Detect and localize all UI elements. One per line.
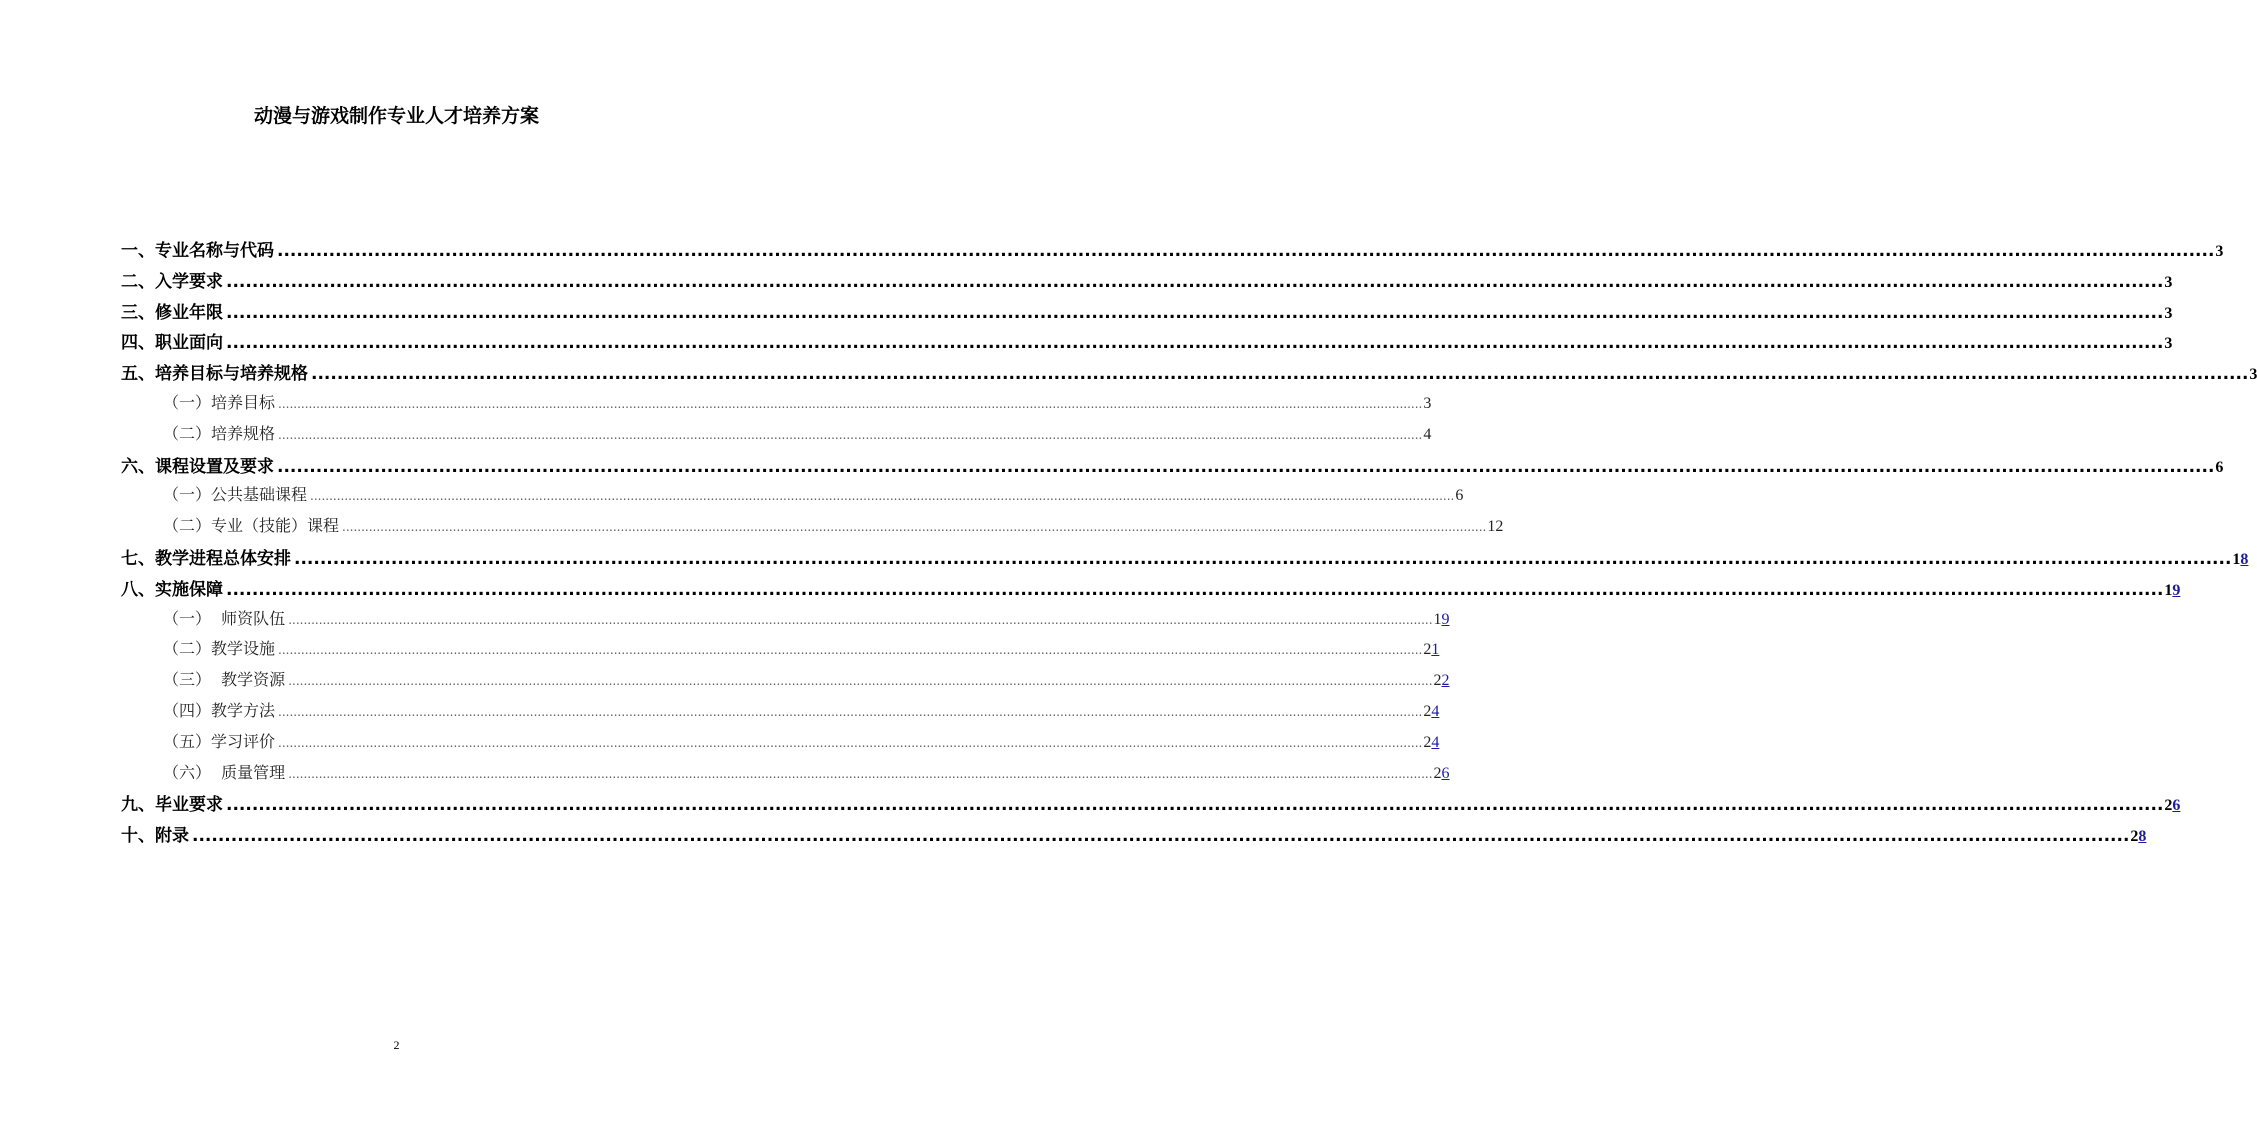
toc-page-digits: 3 [2249, 366, 2257, 384]
toc-page-number[interactable] [1434, 611, 1450, 629]
toc-entry-label: （一） 师资队伍 [163, 608, 286, 628]
toc-entry[interactable] [121, 328, 2173, 358]
toc-entry-label: 九、毕业要求 [121, 795, 223, 816]
toc-page-digits: 2 [2130, 828, 2139, 846]
toc-entry-label: （五）学习评价 [163, 731, 276, 751]
toc-subentry[interactable] [163, 760, 1450, 790]
toc-page-link-digit[interactable]: 4 [1431, 733, 1440, 751]
toc-page-number[interactable] [1434, 672, 1450, 690]
toc-page-number[interactable] [1423, 641, 1439, 659]
toc-entry[interactable] [121, 821, 2147, 851]
toc-page-number[interactable] [1455, 487, 1463, 505]
dot-leader: ............................................................................................................................................................................................................................................................................................................ [226, 579, 2164, 600]
toc-page-digits: 6 [2215, 458, 2224, 476]
toc-page-number[interactable] [1423, 395, 1431, 413]
dot-leader: ............................................................................................................................................................................................................................................................................................................ [310, 489, 1455, 504]
toc-entry-label: （三） 教学资源 [163, 670, 286, 690]
dot-leader: ............................................................................................................................................................................................................................................................................................................ [278, 427, 1423, 442]
toc-page-digits: 6 [1455, 487, 1464, 505]
toc-entry-label: （二）培养规格 [163, 423, 276, 443]
document-title: 动漫与游戏制作专业人才培养方案 [253, 105, 539, 127]
dot-leader: ............................................................................................................................................................................................................................................................................................................ [278, 397, 1423, 411]
dot-leader: ............................................................................................................................................................................................................................................................................................................ [192, 826, 2130, 847]
toc-page-digits: 2 [1423, 703, 1432, 720]
toc-page-number[interactable] [2164, 305, 2172, 323]
dot-leader: ............................................................................................................................................................................................................................................................................................................ [342, 520, 1487, 535]
dot-leader: ............................................................................................................................................................................................................................................................................................................ [226, 795, 2164, 816]
toc-page-number[interactable] [1423, 703, 1439, 721]
dot-leader: ............................................................................................................................................................................................................................................................................................................ [277, 241, 2215, 261]
dot-leader: ............................................................................................................................................................................................................................................................................................................ [277, 456, 2215, 477]
dot-leader: ............................................................................................................................................................................................................................................................................................................ [278, 643, 1423, 658]
toc-page-number[interactable] [2215, 243, 2223, 261]
toc-entry-label: 五、培养目标与培养规格 [121, 364, 308, 385]
toc-page-link-digit[interactable]: 6 [1441, 764, 1450, 782]
toc-entry-label: 三、修业年限 [121, 302, 223, 323]
toc-entry[interactable] [121, 452, 2224, 482]
dot-leader: ............................................................................................................................................................................................................................................................................................................ [226, 333, 2164, 354]
toc-entry-label: （二）专业（技能）课程 [163, 516, 340, 536]
toc-page-digits: 2 [1433, 672, 1442, 690]
dot-leader: ............................................................................................................................................................................................................................................................................................................ [226, 271, 2164, 292]
toc-page-link-digit[interactable]: 1 [1431, 641, 1440, 659]
page-number: 2 [393, 1038, 400, 1052]
toc-page-link-digit[interactable]: 8 [2138, 828, 2147, 846]
toc-entry[interactable] [121, 575, 2181, 605]
toc-subentry[interactable] [163, 606, 1450, 636]
dot-leader: ............................................................................................................................................................................................................................................................................................................ [288, 766, 1433, 781]
toc-entry-label: 十、附录 [121, 826, 189, 847]
toc-entry-label: （六） 质量管理 [163, 762, 286, 782]
toc-subentry[interactable] [163, 482, 1464, 512]
toc-subentry[interactable] [163, 513, 1504, 543]
toc-page-link-digit[interactable]: 9 [2172, 581, 2181, 599]
toc-entry-label: 八、实施保障 [121, 579, 223, 600]
toc-page-digits: 3 [2164, 335, 2173, 353]
toc-page-number[interactable] [1487, 518, 1503, 536]
toc-page-number[interactable] [2232, 551, 2248, 569]
toc-page-digits: 2 [2164, 797, 2173, 815]
toc-subentry[interactable] [163, 667, 1450, 697]
toc-subentry[interactable] [163, 421, 1432, 451]
dot-leader: ............................................................................................................................................................................................................................................................................................................ [278, 705, 1423, 719]
toc-entry-label: 六、课程设置及要求 [121, 456, 274, 477]
toc-entry[interactable] [121, 790, 2181, 820]
toc-page-digits: 3 [2164, 273, 2173, 291]
toc-page-digits: 2 [1433, 764, 1442, 782]
toc-page-digits: 2 [1423, 733, 1432, 751]
toc-subentry[interactable] [163, 390, 1432, 420]
toc-entry-label: （二）教学设施 [163, 639, 276, 659]
toc-subentry[interactable] [163, 698, 1440, 728]
toc-page-digits: 3 [1423, 395, 1432, 412]
toc-entry-label: 四、职业面向 [121, 333, 223, 354]
toc-entry-label: 七、教学进程总体安排 [121, 549, 291, 569]
toc-entry[interactable] [121, 544, 2249, 574]
toc-page-digits: 12 [1487, 518, 1504, 536]
dot-leader: ............................................................................................................................................................................................................................................................................................................ [311, 364, 2249, 385]
toc-subentry[interactable] [163, 636, 1440, 666]
toc-subentry[interactable] [163, 729, 1440, 759]
toc-page-digits: 2 [1423, 641, 1432, 659]
toc-page-number[interactable] [1423, 426, 1431, 444]
toc-entry-label: （一）培养目标 [163, 393, 276, 412]
toc-entry-label: （四）教学方法 [163, 701, 276, 720]
toc-entry[interactable] [121, 359, 2257, 389]
dot-leader: ............................................................................................................................................................................................................................................................................................................ [226, 302, 2164, 323]
toc-page-number[interactable] [1423, 734, 1439, 752]
toc-page-number[interactable] [2249, 366, 2257, 384]
toc-page-digits: 1 [2232, 551, 2241, 568]
toc-page-number[interactable] [1434, 765, 1450, 783]
toc-page-digits: 3 [2164, 304, 2173, 322]
toc-entry-label: （一）公共基础课程 [163, 485, 308, 505]
dot-leader: ............................................................................................................................................................................................................................................................................................................ [294, 549, 2232, 569]
toc-page-link-digit[interactable]: 2 [1441, 672, 1450, 690]
toc-entry-label: 二、入学要求 [121, 271, 223, 292]
toc-page-number[interactable] [2164, 274, 2172, 292]
toc-entry-label: 一、专业名称与代码 [121, 241, 274, 261]
toc-entry[interactable] [121, 298, 2173, 328]
toc-page-number[interactable] [2164, 335, 2172, 353]
toc-page-link-digit[interactable]: 8 [2240, 551, 2249, 568]
toc-page-digits: 4 [1423, 425, 1432, 443]
toc-page-digits: 3 [2215, 243, 2224, 260]
toc-page-number[interactable] [2164, 797, 2180, 815]
dot-leader: ............................................................................................................................................................................................................................................................................................................ [288, 612, 1433, 627]
toc-entry[interactable] [121, 236, 2224, 266]
toc-page-link-digit[interactable]: 9 [1441, 610, 1450, 628]
toc-page-link-digit[interactable]: 6 [2172, 797, 2181, 815]
dot-leader: ............................................................................................................................................................................................................................................................................................................ [288, 674, 1433, 689]
toc-page-link-digit[interactable]: 4 [1431, 703, 1440, 720]
toc-page-number[interactable] [2164, 582, 2180, 600]
dot-leader: ............................................................................................................................................................................................................................................................................................................ [278, 735, 1423, 750]
toc-page-number[interactable] [2215, 459, 2223, 477]
toc-page-number[interactable] [2130, 828, 2146, 846]
toc-page-digits: 1 [1433, 610, 1442, 628]
toc-entry[interactable] [121, 267, 2173, 297]
toc-page-digits: 1 [2164, 581, 2173, 599]
